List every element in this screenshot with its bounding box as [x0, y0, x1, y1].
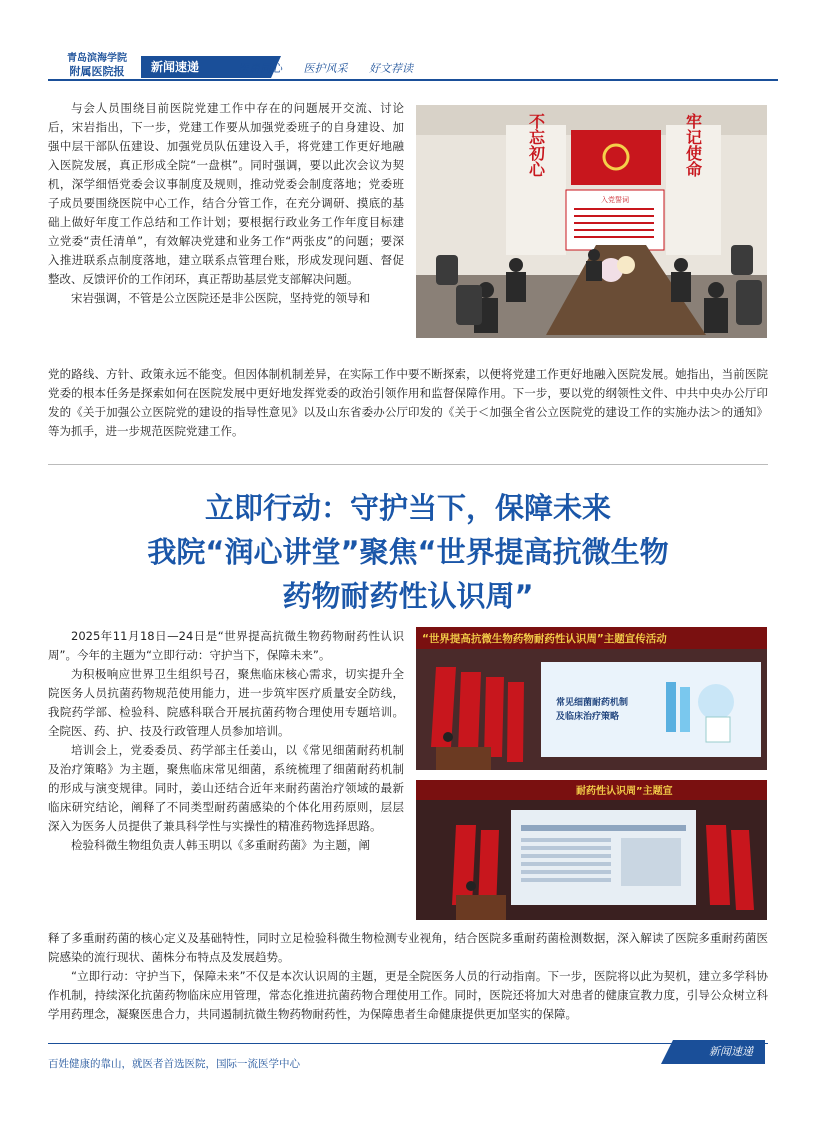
header-slogans — [238, 60, 431, 76]
banner-text-2: 耐药性认识周”主题宣 — [576, 786, 673, 797]
meeting-photo — [416, 105, 767, 338]
header-rule — [48, 79, 778, 81]
banner-text-1: “世界提高抗微生物药物耐药性认识周”主题宣传活动 — [422, 633, 667, 645]
article2-full-text — [48, 929, 768, 1024]
article2-paragraph: 2025年11月18日—24日是“世界提高抗微生物药物耐药性认识周”。今年的主题为“立即行动：守护当下，保障未来”。 — [48, 629, 404, 662]
left-banner: 不忘初心 — [526, 113, 546, 177]
page-header — [48, 52, 778, 80]
section-divider — [48, 464, 768, 465]
newspaper-logo — [58, 52, 136, 78]
oath-title: 入党誓词 — [601, 196, 629, 204]
article2-side-text — [48, 627, 404, 855]
footer-rule — [48, 1043, 768, 1044]
article1-full-text — [48, 365, 768, 441]
slogan-3: 好文荐读 — [369, 62, 413, 75]
slogan-1: 医患同心 — [238, 62, 282, 75]
footer-slogan: 百姓健康的靠山，就医者首选医院，国际一流医学中心 — [48, 1058, 300, 1070]
slide-title-1: 常见细菌耐药机制 — [556, 698, 629, 708]
article2-title-line2: 我院“润心讲堂”聚焦“世界提高抗微生物 — [147, 535, 669, 569]
article2-paragraph: 培训会上，党委委员、药学部主任姜山，以《常见细菌耐药机制及治疗策略》为主题，聚焦临床常见细菌，系统梳理了细菌耐药机制的形成与演变规律。同时，姜山还结合近年来耐药菌治疗领域的最新临床研究结论，阐释了不同类型耐药菌感染的个体化用药原则，层层深入为医务人员提供了兼具科学性与实操性的精准药物选择思路。 — [48, 743, 404, 833]
article2-paragraph: 检验科微生物组负责人韩玉明以《多重耐药菌》为主题，阐 — [71, 838, 370, 852]
lecture-photo-1 — [416, 627, 767, 770]
logo-line1: 青岛滨海学院 — [67, 53, 127, 64]
right-banner: 牢记使命 — [683, 113, 703, 177]
article2-title-line1: 立即行动：守护当下，保障未来 — [204, 491, 611, 525]
article1-paragraph: 宋岩强调，不管是公立医院还是非公医院，坚持党的领导和 — [71, 291, 370, 305]
section-tab: 新闻速递 — [141, 56, 271, 78]
slide-title-2: 及临床治疗策略 — [556, 712, 620, 722]
article1-continuation: 党的路线、方针、政策永远不能变。但因体制机制差异，在实际工作中要不断探索，以便将党建工作更好地融入医院发展。她指出，当前医院党委的根本任务是探索如何在医院发展中更好地发挥党委的政治引领作用和监督保障作用。下一步，要以党的纲领性文件、中共中央办公厅印发的《关于加强公立医院党的建设的指导性意见》以及山东省委办公厅印发的《关于＜加强全省公立医院党的建设工作的实施办法＞的通知》等为抓手，进一步规范医院党建工作。 — [48, 367, 768, 438]
article2-title-line3: 药物耐药性认识周” — [282, 579, 534, 613]
slogan-2: 医护风采 — [303, 62, 348, 75]
lecture-photo-2 — [416, 780, 767, 920]
article2-paragraph: “立即行动：守护当下，保障未来”不仅是本次认识周的主题，更是全院医务人员的行动指南。下一步，医院将以此为契机，建立多学科协作机制，持续深化抗菌药物临床应用管理，常态化推进抗菌药物合理使用工作。同时，医院还将加大对患者的健康宣教力度，引导公众树立科学用药理念，凝聚医患合力，共同遏制抗微生物药物耐药性，为保障患者生命健康提供更加坚实的保障。 — [48, 969, 768, 1021]
footer-section-tab: 新闻速递 — [673, 1040, 765, 1064]
article1-side-text — [48, 99, 404, 308]
article2-paragraph: 为积极响应世界卫生组织号召，聚焦临床核心需求，切实提升全院医务人员抗菌药物规范使用能力，进一步筑牢医疗质量安全防线，我院药学部、检验科、院感科联合开展抗菌药物合理使用专题培训。全院医、药、护、技及行政管理人员参加培训。 — [48, 667, 404, 738]
article1-paragraph: 与会人员围绕目前医院党建工作中存在的问题展开交流、讨论后，宋岩指出，下一步，党建工作要从加强党委班子的自身建设、加强中层干部队伍建设、加强党员队伍建设入手，将党建工作更好地融入医院发展，真正形成全院“一盘棋”。同时强调，要以此次会议为契机，深学细悟党委会议事制度及规则，推动党委会制度落地；党委班子成员要围绕医院中心工作，结合分管工作，在充分调研、摸底的基础上做好年度工作总结和工作计划；要根据行政业务工作年度目标建立党委“责任清单”，有效解决党建和业务工作“两张皮”的问题；要深入推进联系点制度落地，建立联系点管理台账，形成发现问题、督促整改、反馈评价的工作闭环，真正帮助基层党支部解决问题。 — [48, 101, 404, 286]
article2-continuation: 释了多重耐药菌的核心定义及基础特性，同时立足检验科微生物检测专业视角，结合医院多重耐药菌检测数据，深入解读了医院多重耐药菌医院感染的流行现状、菌株分布特点及发展趋势。 — [48, 931, 768, 964]
logo-line2: 附属医院报 — [69, 65, 125, 78]
